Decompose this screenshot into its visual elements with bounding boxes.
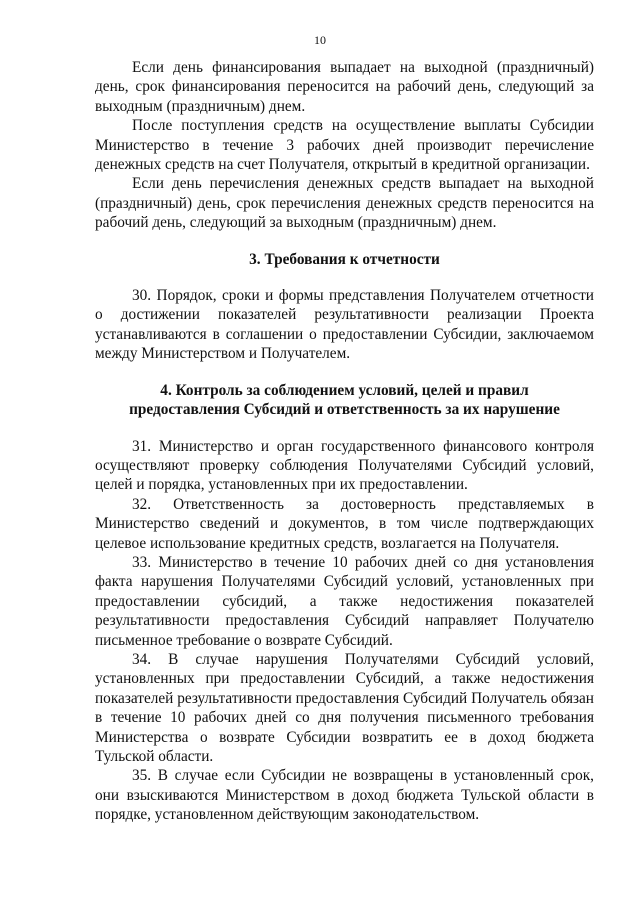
paragraph-33: 33. Министерство в течение 10 рабочих дней со дня установления факта нарушения Получателями Субсидий условий, установленных при предоставлении субсидий, а также недостижения показателей результативности предоставления Субсидий направляет Получателю письменное требование о возврате Субсидий. <box>95 553 594 649</box>
paragraph-30: 30. Порядок, сроки и формы представления Получателем отчетности о достижении показателей результативности реализации Проекта устанавливаются в соглашении о предоставлении Субсидии, заключаемом между Министерством и Получателем. <box>95 287 594 363</box>
paragraph-transfer-timing: После поступления средств на осуществление выплаты Субсидии Министерство в течение 3 рабочих дней производит перечисление денежных средств на счет Получателя, открытый в кредитной организации. <box>95 117 594 174</box>
spacer <box>95 364 594 381</box>
page-number: 10 <box>314 33 326 47</box>
spacer <box>95 420 594 437</box>
section-4-heading-line-1: 4. Контроль за соблюдением условий, целей и правил <box>160 381 529 399</box>
paragraph-35: 35. В случае если Субсидии не возвращены в установленный срок, они взыскиваются Министерством в доход бюджета Тульской области в порядке, установленном действующим законодательством. <box>95 767 594 824</box>
paragraph-34: 34. В случае нарушения Получателями Субсидий условий, установленных при предоставлении Субсидий, а также недостижения показателей результативности предоставления Субсидий Получатель обязан в течение 10 рабочих дней со дня получения письменного требования Министерства о возврате Субсидии возвратить ее в доход бюджета Тульской области. <box>95 650 594 765</box>
document-body <box>95 58 594 825</box>
section-4-heading <box>95 381 594 420</box>
paragraph-32: 32. Ответственность за достоверность представляемых в Министерство сведений и документов, в том числе подтверждающих целевое использование кредитных средств, возлагается на Получателя. <box>95 495 594 552</box>
spacer <box>95 233 594 250</box>
spacer <box>95 269 594 286</box>
paragraph-financing-day: Если день финансирования выпадает на выходной (праздничный) день, срок финансирования переносится на рабочий день, следующий за выходным (праздничным) днем. <box>95 59 594 115</box>
paragraph-transfer-day: Если день перечисления денежных средств выпадает на выходной (праздничный) день, срок перечисления денежных средств переносится на рабочий день, следующий за выходным (праздничным) днем. <box>95 175 594 232</box>
section-4-heading-line-2: предоставления Субсидий и ответственность за их нарушение <box>129 401 560 419</box>
section-3-heading: 3. Требования к отчетности <box>249 250 440 268</box>
paragraph-31: 31. Министерство и орган государственного финансового контроля осуществляют проверку соблюдения Получателями Субсидий условий, целей и порядка, установленных при их предоставлении. <box>95 437 594 494</box>
